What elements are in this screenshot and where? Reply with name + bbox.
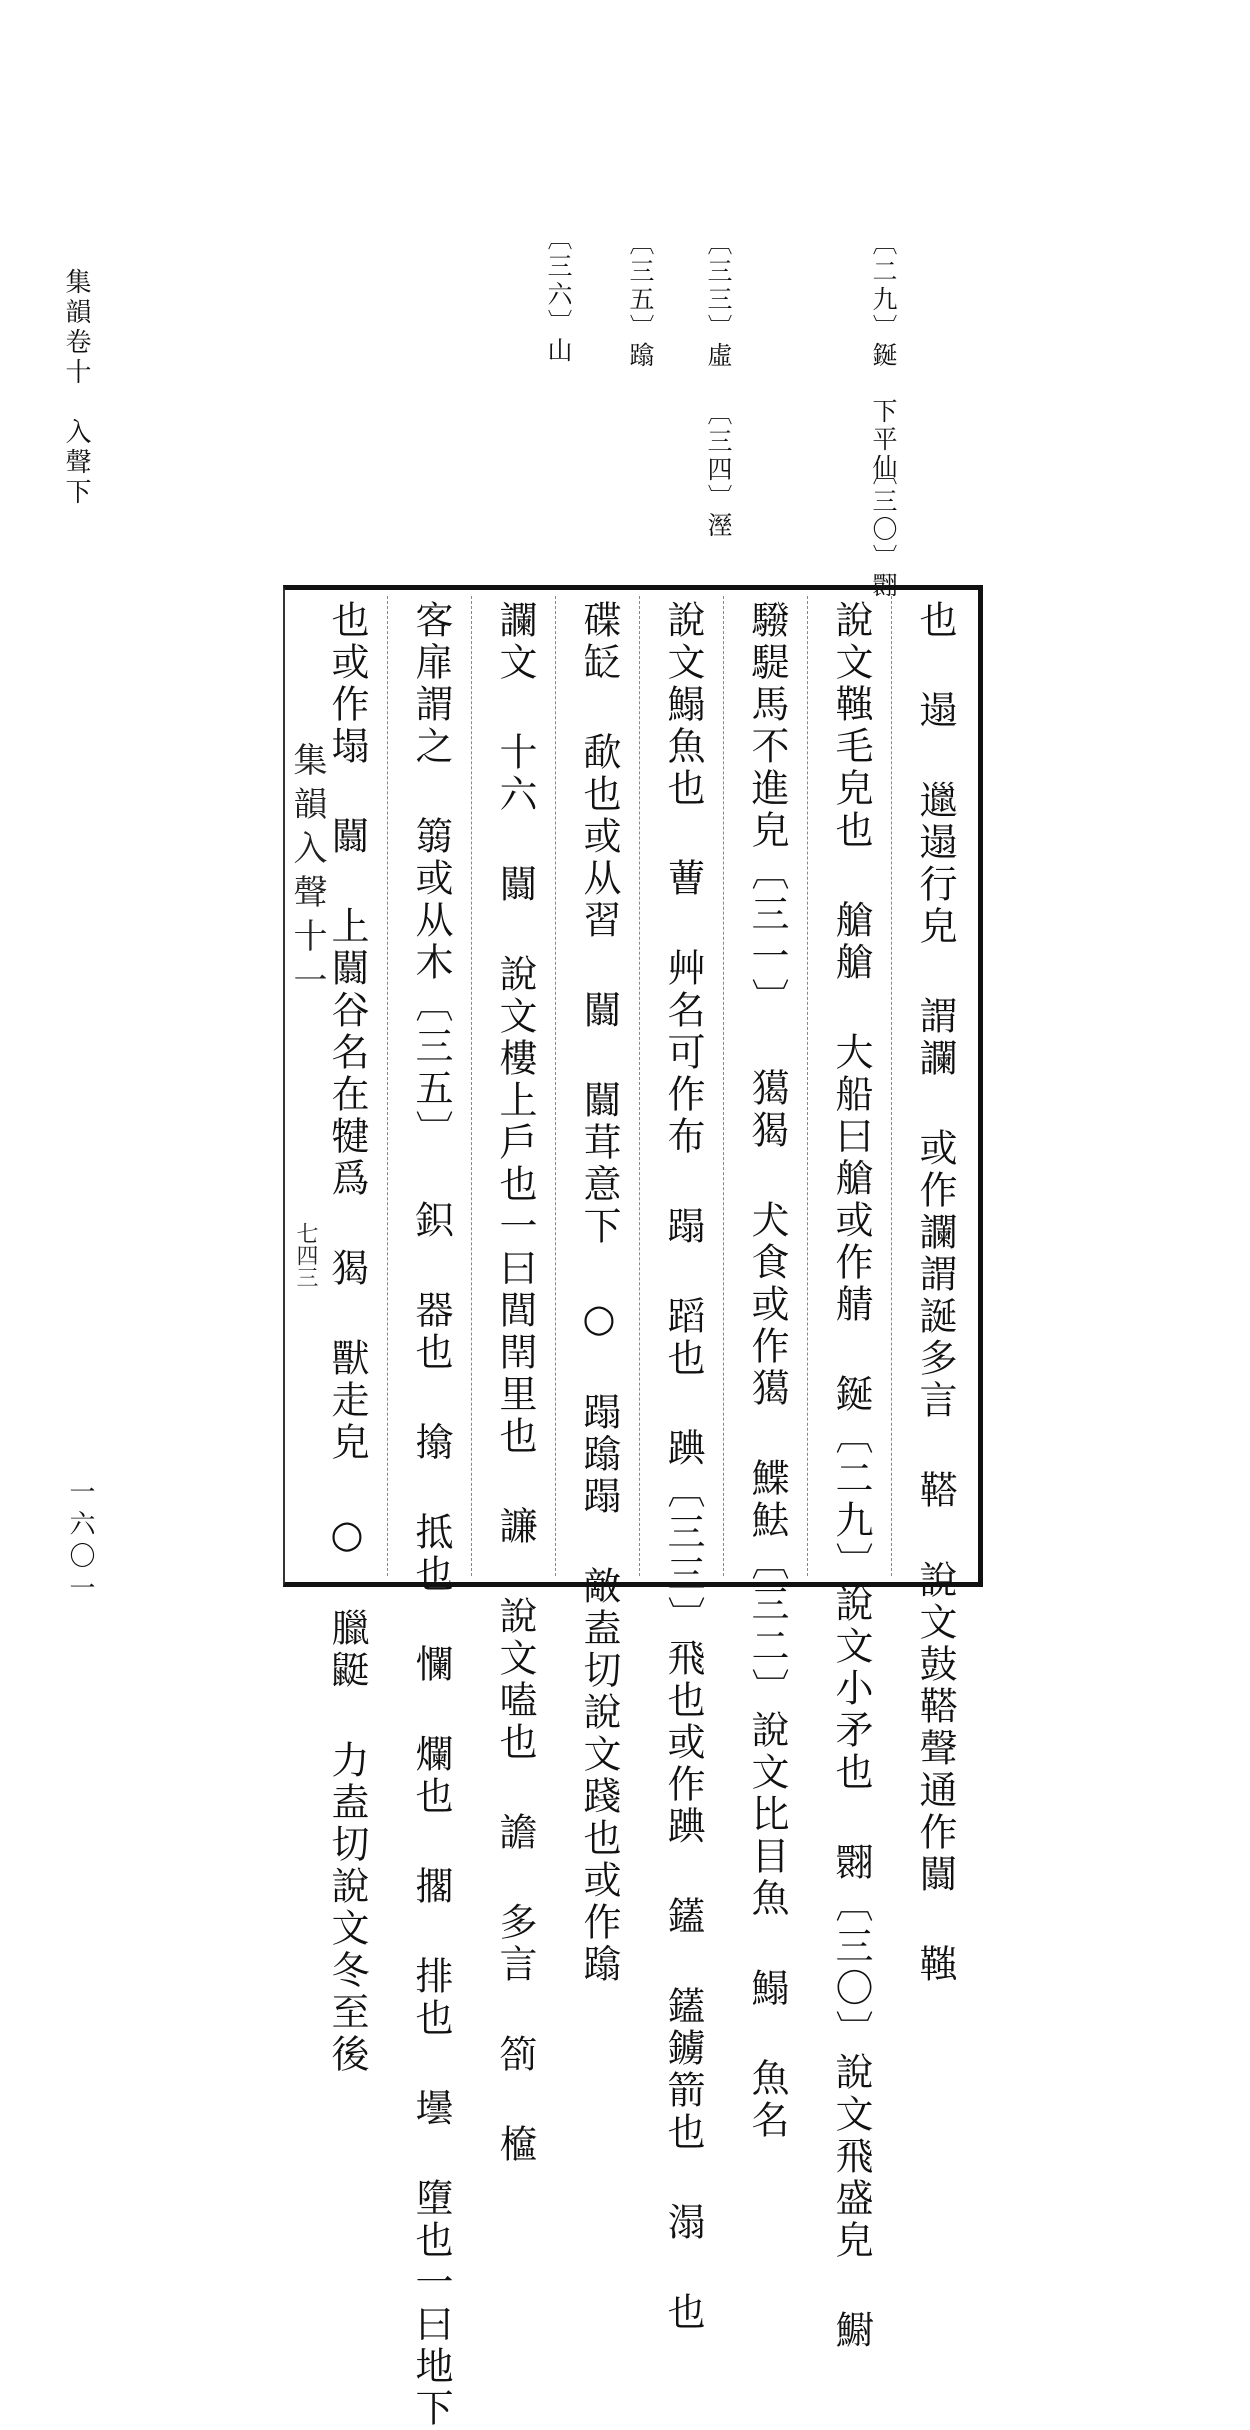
text-column-7: 客扉謂之 篛或从木〔三五〕 鉙 器也 㩉 抵也 㦨 爛也 擱 排也 壜 墮也一曰地下 [409, 600, 453, 2430]
text-column-2: 說文䩶毛皃也 艙艙 大船曰艙或作䑶 鋋〔二九〕說文小矛也 翾〔三〇〕說文飛盛皃 䲁 [829, 600, 873, 2352]
collation-note-4: 〔三六〕山 [544, 225, 573, 365]
text-column-4: 說文鰨魚也 蓸 艸名可作布 蹋 蹈也 䠄〔三三〕飛也或作䠄 鑉 鑉鐪箭也 溻 也 [661, 600, 705, 2334]
collation-note-3: 〔三五〕蹹 [626, 230, 655, 370]
block-margin-label: 集韻入聲十一 [287, 742, 327, 1006]
collation-note-1b: 〔三〇〕翾 [869, 460, 898, 600]
block-margin-page: 七四三 [293, 1222, 318, 1288]
text-column-5: 碟䍇 歃也或从習 闒 闒茸意下 ○ 蹋蹹蹋 敵盍切說文踐也或作蹹 [577, 600, 621, 1986]
running-head: 集韻卷十 入聲下 [61, 268, 91, 508]
page-number: 一六〇一 [65, 1478, 95, 1606]
text-column-6: 讕文 十六 闒 說文樓上戶也一曰閭閈里也 譧 說文嗑也 譫 多言 箚 檶 [493, 600, 537, 2166]
collation-note-1a: 〔二九〕鋋 下平仙 [869, 230, 898, 482]
text-frame [283, 585, 983, 2430]
text-column-8: 也或作塌 闒 上闒谷名在犍爲 猲 獸走皃 ○ 臘鼮 力盍切說文冬至後 [325, 600, 369, 2076]
collation-note-2a: 〔三三〕虛 [704, 230, 733, 370]
text-column-1: 也 遢 邋遢行皃 謂讕 或作讕謂誕多言 鞳 說文鼓鞳聲通作闒 䩶 [913, 600, 957, 1986]
collation-note-2b: 〔三四〕溼 [704, 400, 733, 540]
text-column-3: 驋騠馬不進皃〔三一〕 獦猲 犬食或作獦 鰈魼〔三二〕說文比目魚 鰨 魚名 [745, 600, 789, 2142]
